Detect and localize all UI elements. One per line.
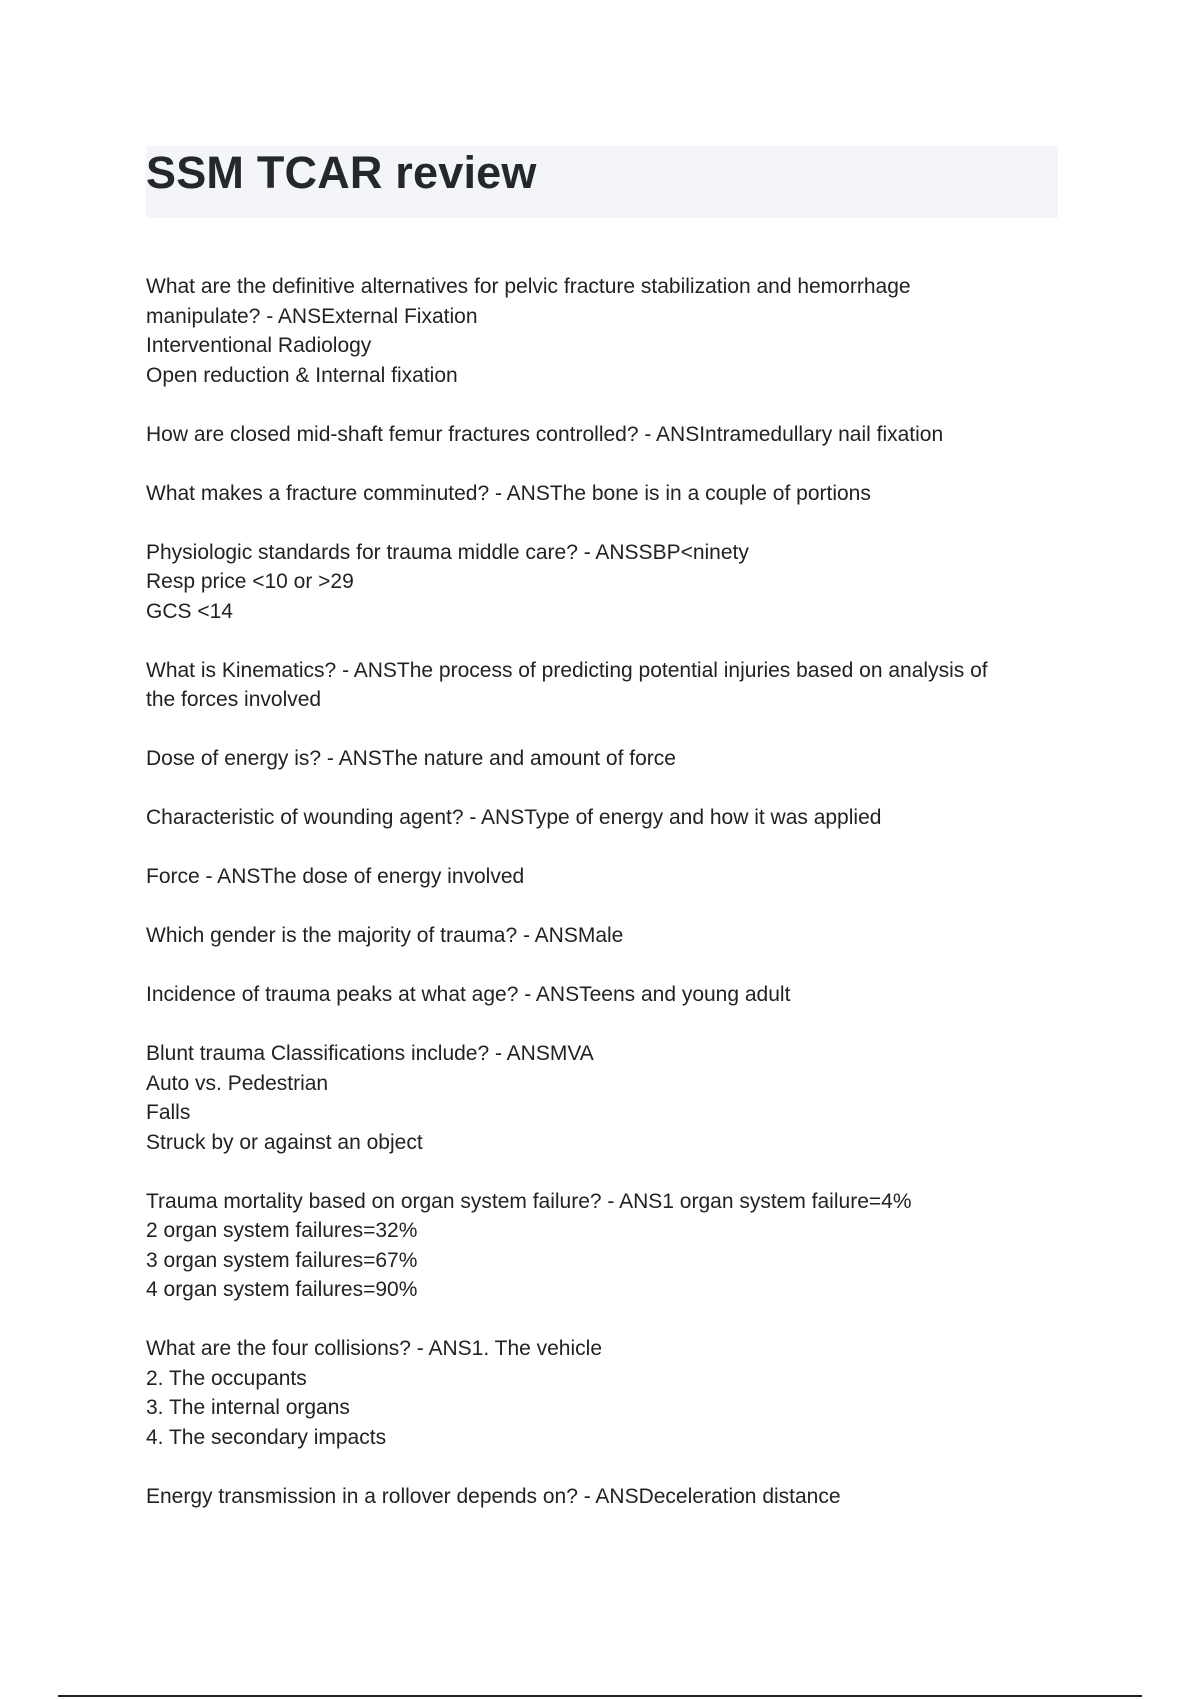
qa-line: Characteristic of wounding agent? - ANSType of energy and how it was applied: [146, 806, 882, 829]
qa-line: 4. The secondary impacts: [146, 1425, 387, 1449]
qa-line: GCS <14: [146, 599, 233, 623]
qa-item: [146, 479, 1066, 509]
qa-item: [146, 656, 1066, 715]
qa-line: Open reduction & Internal fixation: [146, 363, 458, 387]
qa-item: [146, 538, 1066, 627]
qa-line: 3. The internal organs: [146, 1396, 350, 1419]
qa-line: What are the four collisions? - ANS1. The vehicle: [146, 1337, 603, 1360]
qa-item: [146, 862, 1066, 892]
qa-item: [146, 420, 1066, 450]
qa-line: Physiologic standards for trauma middle care? - ANSSBP<ninety: [146, 540, 749, 564]
qa-line: 2 organ system failures=32%: [146, 1219, 418, 1242]
qa-line: Energy transmission in a rollover depends on? - ANSDeceleration distance: [146, 1484, 841, 1508]
qa-line: Force - ANSThe dose of energy involved: [146, 865, 525, 888]
qa-line: Auto vs. Pedestrian: [146, 1071, 329, 1095]
qa-item: [146, 921, 1066, 951]
footer-divider: [58, 1695, 1142, 1697]
page-title: SSM TCAR review: [146, 147, 537, 198]
qa-line: Struck by or against an object: [146, 1130, 423, 1154]
qa-line: What are the definitive alternatives for pelvic fracture stabilization and hemorrhage: [146, 275, 911, 298]
qa-line: Which gender is the majority of trauma? - ANSMale: [146, 924, 624, 947]
qa-item: [146, 272, 1066, 390]
qa-item: [146, 1039, 1066, 1157]
qa-line: 4 organ system failures=90%: [146, 1278, 418, 1301]
qa-item: [146, 744, 1066, 774]
qa-line: What makes a fracture comminuted? - ANSThe bone is in a couple of portions: [146, 481, 871, 505]
qa-line: 3 organ system failures=67%: [146, 1248, 418, 1272]
qa-line: manipulate? - ANSExternal Fixation: [146, 304, 478, 328]
qa-item: [146, 1334, 1066, 1452]
qa-item: [146, 1187, 1066, 1305]
qa-line: Blunt trauma Classifications include? - ANSMVA: [146, 1042, 594, 1065]
qa-list: [146, 272, 1066, 1541]
qa-line: Falls: [146, 1101, 191, 1124]
qa-item: [146, 803, 1066, 833]
qa-item: [146, 980, 1066, 1010]
qa-line: Incidence of trauma peaks at what age? - ANSTeens and young adult: [146, 983, 791, 1006]
qa-line: Interventional Radiology: [146, 334, 372, 357]
qa-line: Dose of energy is? - ANSThe nature and amount of force: [146, 747, 676, 770]
qa-line: How are closed mid-shaft femur fractures controlled? - ANSIntramedullary nail fixation: [146, 422, 944, 446]
qa-item: [146, 1482, 1066, 1512]
qa-line: What is Kinematics? - ANSThe process of predicting potential injuries based on analysis of: [146, 658, 988, 682]
qa-line: the forces involved: [146, 688, 322, 711]
qa-line: Trauma mortality based on organ system failure? - ANS1 organ system failure=4%: [146, 1189, 912, 1213]
qa-line: Resp price <10 or >29: [146, 570, 354, 593]
qa-line: 2. The occupants: [146, 1366, 307, 1390]
